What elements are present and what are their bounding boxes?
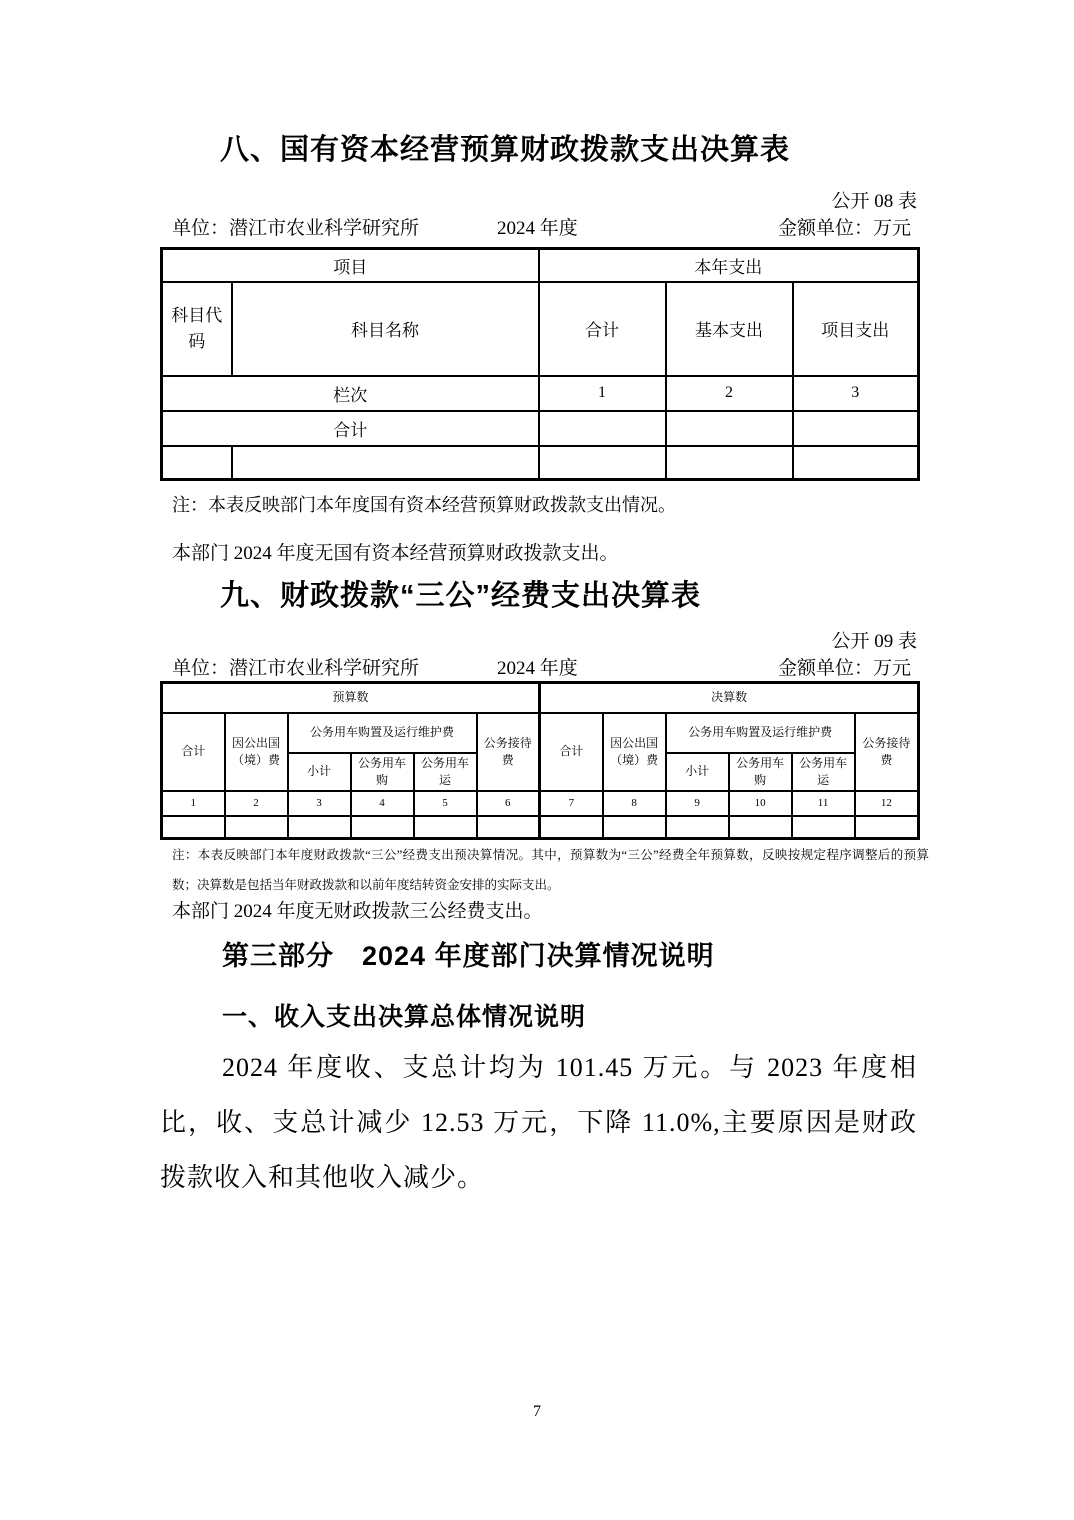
header-year-expense: 本年支出 xyxy=(539,249,919,282)
empty-cell xyxy=(539,411,666,446)
col-number: 6 xyxy=(477,791,540,816)
final-reception: 公务接待费 xyxy=(855,713,919,791)
row-total-label: 合计 xyxy=(162,411,539,446)
empty-cell xyxy=(288,816,351,839)
final-abroad: 因公出国（境）费 xyxy=(603,713,666,791)
table-row xyxy=(162,376,919,411)
final-total: 合计 xyxy=(540,713,603,791)
empty-cell xyxy=(603,816,666,839)
col-number: 8 xyxy=(603,791,666,816)
table-row xyxy=(162,446,919,480)
table-row xyxy=(162,282,919,376)
section8-amount-unit: 金额单位：万元 xyxy=(777,218,911,239)
header-basic-expense: 基本支出 xyxy=(666,282,793,376)
col-number: 3 xyxy=(288,791,351,816)
empty-cell xyxy=(162,816,225,839)
empty-cell xyxy=(793,446,919,480)
empty-cell xyxy=(225,816,288,839)
header-project: 项目 xyxy=(162,249,539,282)
col-number: 3 xyxy=(793,376,919,411)
empty-cell xyxy=(162,446,232,480)
table-row xyxy=(162,713,919,753)
header-total: 合计 xyxy=(539,282,666,376)
section8-unit: 单位：潜江市农业科学研究所 xyxy=(172,218,420,239)
col-number: 11 xyxy=(792,791,855,816)
empty-cell xyxy=(666,411,793,446)
empty-cell xyxy=(351,816,414,839)
section9-unit-line xyxy=(160,653,917,679)
section9-note: 注：本表反映部门本年度财政拨款“三公”经费支出预决算情况。其中，预算数为“三公”经费全年预算数，反映按规定程序调整后的预算数；决算数是包括当年财政拨款和以前年度结转资金安排的实际支出。 xyxy=(172,848,929,892)
section8-form-label: 公开 08 表 xyxy=(831,191,917,212)
section8-table xyxy=(160,247,920,481)
header-subject-code: 科目代码 xyxy=(162,282,232,376)
col-number: 10 xyxy=(729,791,792,816)
section8-title: 八、国有资本经营预算财政拨款支出决算表 xyxy=(220,134,791,166)
header-project-expense: 项目支出 xyxy=(793,282,919,376)
col-number: 1 xyxy=(539,376,666,411)
empty-cell xyxy=(792,816,855,839)
budget-abroad: 因公出国（境）费 xyxy=(225,713,288,791)
budget-total: 合计 xyxy=(162,713,225,791)
empty-cell xyxy=(539,446,666,480)
table-row xyxy=(162,683,919,713)
empty-cell xyxy=(855,816,919,839)
section8-unit-line xyxy=(160,213,917,239)
budget-header: 预算数 xyxy=(162,683,540,713)
budget-vehicle-group: 公务用车购置及运行维护费 xyxy=(288,713,477,753)
empty-cell xyxy=(414,816,477,839)
col-number: 9 xyxy=(666,791,729,816)
col-number: 7 xyxy=(540,791,603,816)
table-row xyxy=(162,791,919,816)
empty-cell xyxy=(477,816,540,839)
col-number: 2 xyxy=(225,791,288,816)
section8-note: 注：本表反映部门本年度国有资本经营预算财政拨款支出情况。 xyxy=(172,495,676,515)
final-vehicle-group: 公务用车购置及运行维护费 xyxy=(666,713,855,753)
section9-title: 九、财政拨款“三公”经费支出决算表 xyxy=(220,580,702,612)
budget-vehicle-purchase: 公务用车购 xyxy=(351,753,414,791)
table-row xyxy=(162,249,919,282)
final-vehicle-purchase: 公务用车购 xyxy=(729,753,792,791)
table-row xyxy=(162,816,919,839)
budget-subtotal: 小计 xyxy=(288,753,351,791)
empty-cell xyxy=(729,816,792,839)
part3-paragraph: 2024 年度收、支总计均为 101.45 万元。与 2023 年度相比，收、支总计减少 12.53 万元，下降 11.0%,主要原因是财政拨款收入和其他收入减少。 xyxy=(160,1053,917,1192)
section8-year: 2024 年度 xyxy=(497,218,578,239)
section9-unit: 单位：潜江市农业科学研究所 xyxy=(172,658,420,679)
table-row xyxy=(162,411,919,446)
lanci-label: 栏次 xyxy=(162,376,539,411)
section9-statement: 本部门 2024 年度无财政拨款三公经费支出。 xyxy=(172,901,543,922)
col-number: 12 xyxy=(855,791,919,816)
section9-form-label: 公开 09 表 xyxy=(831,631,917,652)
col-number: 1 xyxy=(162,791,225,816)
section9-amount-unit: 金额单位：万元 xyxy=(777,658,911,679)
empty-cell xyxy=(666,816,729,839)
budget-vehicle-operation: 公务用车运 xyxy=(414,753,477,791)
final-subtotal: 小计 xyxy=(666,753,729,791)
section9-table xyxy=(160,681,920,840)
empty-cell xyxy=(666,446,793,480)
empty-cell xyxy=(540,816,603,839)
empty-cell xyxy=(793,411,919,446)
part3-section1-heading: 一、收入支出决算总体情况说明 xyxy=(222,1003,587,1031)
page-number: 7 xyxy=(533,1403,541,1420)
col-number: 2 xyxy=(666,376,793,411)
empty-cell xyxy=(232,446,539,480)
section8-statement: 本部门 2024 年度无国有资本经营预算财政拨款支出。 xyxy=(172,543,619,564)
final-vehicle-operation: 公务用车运 xyxy=(792,753,855,791)
budget-reception: 公务接待费 xyxy=(477,713,540,791)
final-header: 决算数 xyxy=(540,683,919,713)
section9-year: 2024 年度 xyxy=(497,658,578,679)
header-subject-name: 科目名称 xyxy=(232,282,539,376)
col-number: 4 xyxy=(351,791,414,816)
col-number: 5 xyxy=(414,791,477,816)
part3-title: 第三部分 2024 年度部门决算情况说明 xyxy=(222,941,715,971)
